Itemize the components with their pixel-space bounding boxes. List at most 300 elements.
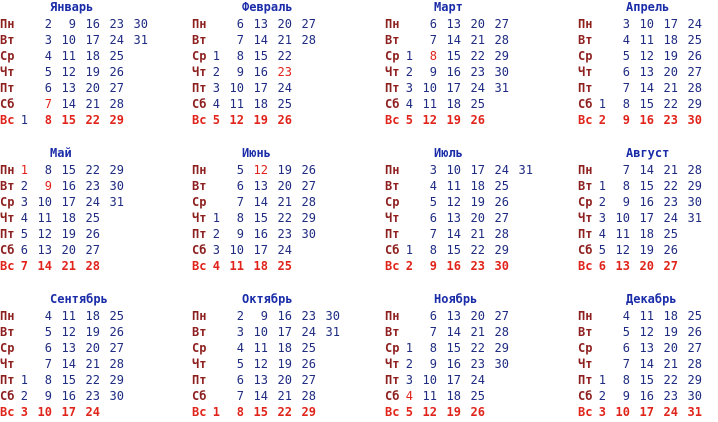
- day-cell: 15: [61, 113, 76, 127]
- day-cell: 25: [470, 97, 485, 111]
- day-cell: 16: [639, 389, 654, 403]
- week-row: [192, 242, 362, 258]
- day-cell: 3: [405, 373, 413, 387]
- day-cell: 2: [20, 179, 28, 193]
- week-row: [0, 162, 170, 178]
- day-cell: 10: [446, 163, 461, 177]
- week-row: [192, 80, 362, 96]
- day-cell: 18: [446, 389, 461, 403]
- week-row: [385, 194, 555, 210]
- day-cell: 29: [494, 341, 509, 355]
- week-row: [578, 258, 718, 274]
- week-row: [0, 324, 170, 340]
- day-cell: 28: [301, 33, 316, 47]
- day-cell: 4: [44, 309, 52, 323]
- day-cell: 22: [663, 97, 678, 111]
- day-cell: 19: [446, 113, 461, 127]
- week-row: [578, 210, 718, 226]
- day-cell: 26: [687, 49, 702, 63]
- day-cell: 28: [494, 33, 509, 47]
- week-row: [385, 112, 555, 128]
- week-row: [192, 258, 362, 274]
- weekday-label: Пн: [0, 309, 15, 323]
- day-cell: 30: [494, 357, 509, 371]
- day-cell: 21: [277, 195, 292, 209]
- weekday-label: Пн: [192, 163, 207, 177]
- month-title: Май: [50, 146, 72, 160]
- day-cell: 10: [37, 195, 52, 209]
- day-cell: 15: [446, 243, 461, 257]
- month-9: [192, 292, 362, 422]
- day-cell: 20: [663, 341, 678, 355]
- day-cell: 30: [325, 309, 340, 323]
- day-cell: 11: [422, 97, 437, 111]
- day-cell: 6: [598, 259, 606, 273]
- day-cell: 6: [236, 17, 244, 31]
- day-cell: 1: [598, 179, 606, 193]
- day-cell: 15: [253, 405, 268, 419]
- week-row: [385, 178, 555, 194]
- day-cell: 13: [446, 309, 461, 323]
- day-cell: 6: [429, 17, 437, 31]
- weekday-label: Вт: [0, 33, 15, 47]
- day-cell: 1: [405, 341, 413, 355]
- weekday-label: Ср: [0, 195, 15, 209]
- day-cell: 23: [663, 195, 678, 209]
- weekday-label: Вт: [578, 325, 593, 339]
- day-cell: 18: [663, 33, 678, 47]
- weekday-label: Вт: [385, 325, 400, 339]
- day-cell: 1: [212, 49, 220, 63]
- week-row: [578, 372, 718, 388]
- weekday-label: Ср: [0, 49, 15, 63]
- day-cell: 11: [229, 97, 244, 111]
- day-cell: 9: [236, 227, 244, 241]
- weekday-label: Ср: [385, 341, 400, 355]
- day-cell: 17: [446, 373, 461, 387]
- day-cell: 5: [405, 405, 413, 419]
- week-row: [0, 96, 170, 112]
- day-cell: 31: [518, 163, 533, 177]
- day-cell: 6: [622, 65, 630, 79]
- day-cell: 10: [61, 33, 76, 47]
- day-cell: 6: [44, 341, 52, 355]
- day-cell: 5: [622, 49, 630, 63]
- weekday-label: Ср: [0, 341, 15, 355]
- day-cell: 22: [470, 243, 485, 257]
- week-row: [0, 258, 170, 274]
- day-cell: 5: [236, 163, 244, 177]
- day-cell: 1: [598, 373, 606, 387]
- day-cell: 14: [253, 33, 268, 47]
- day-cell: 17: [639, 405, 654, 419]
- week-row: [385, 340, 555, 356]
- weekday-label: Пн: [0, 163, 15, 177]
- day-cell: 7: [429, 227, 437, 241]
- day-cell: 10: [422, 373, 437, 387]
- day-cell: 30: [687, 113, 702, 127]
- month-title: Ноябрь: [434, 292, 478, 306]
- day-cell: 12: [229, 113, 244, 127]
- day-cell: 18: [639, 227, 654, 241]
- week-row: [385, 324, 555, 340]
- weekday-label: Ср: [578, 341, 593, 355]
- day-cell: 11: [229, 259, 244, 273]
- day-cell: 24: [470, 373, 485, 387]
- day-cell: 28: [301, 389, 316, 403]
- day-cell: 21: [277, 389, 292, 403]
- day-cell: 3: [44, 33, 52, 47]
- weekday-label: Ср: [578, 49, 593, 63]
- month-title: Апрель: [626, 0, 670, 14]
- day-cell: 12: [639, 325, 654, 339]
- day-cell: 29: [109, 163, 124, 177]
- weekday-label: Сб: [192, 97, 207, 111]
- weekday-label: Вт: [192, 179, 207, 193]
- day-cell: 23: [277, 65, 292, 79]
- day-cell: 8: [44, 113, 52, 127]
- day-cell: 23: [109, 17, 124, 31]
- weekday-label: Вс: [578, 113, 593, 127]
- week-row: [578, 178, 718, 194]
- day-cell: 11: [61, 49, 76, 63]
- week-row: [578, 96, 718, 112]
- day-cell: 3: [20, 405, 28, 419]
- weekday-label: Чт: [192, 211, 207, 225]
- day-cell: 16: [639, 113, 654, 127]
- day-cell: 29: [109, 113, 124, 127]
- day-cell: 5: [44, 325, 52, 339]
- day-cell: 19: [61, 227, 76, 241]
- week-row: [385, 96, 555, 112]
- weekday-label: Вс: [0, 113, 15, 127]
- day-cell: 25: [470, 389, 485, 403]
- day-cell: 2: [20, 389, 28, 403]
- day-cell: 23: [663, 389, 678, 403]
- weekday-label: Пн: [385, 309, 400, 323]
- day-cell: 5: [44, 65, 52, 79]
- day-cell: 6: [622, 341, 630, 355]
- week-row: [578, 194, 718, 210]
- week-row: [385, 48, 555, 64]
- week-row: [192, 404, 362, 420]
- day-cell: 19: [277, 357, 292, 371]
- day-cell: 29: [301, 211, 316, 225]
- day-cell: 27: [109, 341, 124, 355]
- day-cell: 24: [663, 405, 678, 419]
- day-cell: 2: [598, 195, 606, 209]
- day-cell: 8: [429, 49, 437, 63]
- weekday-label: Сб: [578, 389, 593, 403]
- weekday-label: Сб: [0, 389, 15, 403]
- day-cell: 2: [236, 309, 244, 323]
- day-cell: 4: [405, 389, 413, 403]
- weekday-label: Чт: [0, 65, 15, 79]
- weekday-label: Вс: [192, 405, 207, 419]
- day-cell: 11: [422, 389, 437, 403]
- day-cell: 14: [253, 389, 268, 403]
- day-cell: 22: [470, 49, 485, 63]
- day-cell: 7: [236, 33, 244, 47]
- day-cell: 28: [109, 357, 124, 371]
- day-cell: 12: [446, 195, 461, 209]
- day-cell: 13: [446, 211, 461, 225]
- day-cell: 20: [470, 211, 485, 225]
- day-cell: 5: [622, 325, 630, 339]
- day-cell: 7: [236, 389, 244, 403]
- day-cell: 2: [212, 65, 220, 79]
- day-cell: 31: [109, 195, 124, 209]
- day-cell: 16: [85, 17, 100, 31]
- week-row: [578, 80, 718, 96]
- month-title: Август: [626, 146, 670, 160]
- day-cell: 4: [405, 97, 413, 111]
- week-row: [578, 226, 718, 242]
- day-cell: 16: [277, 309, 292, 323]
- weekday-label: Вт: [578, 33, 593, 47]
- week-row: [578, 242, 718, 258]
- day-cell: 29: [301, 405, 316, 419]
- day-cell: 6: [236, 179, 244, 193]
- day-cell: 23: [470, 65, 485, 79]
- month-1: [192, 0, 362, 130]
- week-row: [385, 372, 555, 388]
- day-cell: 9: [236, 65, 244, 79]
- month-title: Декабрь: [626, 292, 677, 306]
- day-cell: 16: [253, 65, 268, 79]
- day-cell: 12: [61, 325, 76, 339]
- weekday-label: Сб: [0, 97, 15, 111]
- weekday-label: Пт: [0, 373, 15, 387]
- weekday-label: Вс: [192, 259, 207, 273]
- day-cell: 19: [639, 243, 654, 257]
- weekday-label: Вт: [578, 179, 593, 193]
- day-cell: 25: [687, 33, 702, 47]
- day-cell: 23: [301, 309, 316, 323]
- day-cell: 26: [470, 113, 485, 127]
- day-cell: 8: [429, 341, 437, 355]
- week-row: [0, 64, 170, 80]
- day-cell: 19: [253, 113, 268, 127]
- day-cell: 1: [212, 211, 220, 225]
- month-2: [385, 0, 555, 130]
- week-row: [578, 112, 718, 128]
- week-row: [192, 32, 362, 48]
- day-cell: 18: [663, 309, 678, 323]
- day-cell: 3: [598, 405, 606, 419]
- day-cell: 20: [61, 243, 76, 257]
- day-cell: 21: [85, 97, 100, 111]
- weekday-label: Чт: [578, 65, 593, 79]
- weekday-label: Пт: [385, 227, 400, 241]
- day-cell: 1: [20, 163, 28, 177]
- day-cell: 22: [663, 179, 678, 193]
- day-cell: 26: [85, 227, 100, 241]
- day-cell: 2: [405, 357, 413, 371]
- week-row: [578, 340, 718, 356]
- week-row: [578, 308, 718, 324]
- weekday-label: Ср: [192, 195, 207, 209]
- day-cell: 9: [622, 195, 630, 209]
- day-cell: 25: [109, 49, 124, 63]
- weekday-label: Чт: [0, 357, 15, 371]
- day-cell: 27: [301, 179, 316, 193]
- weekday-label: Чт: [192, 65, 207, 79]
- week-row: [578, 404, 718, 420]
- weekday-label: Пн: [385, 163, 400, 177]
- day-cell: 16: [446, 357, 461, 371]
- day-cell: 31: [325, 325, 340, 339]
- day-cell: 27: [663, 259, 678, 273]
- week-row: [192, 16, 362, 32]
- day-cell: 27: [494, 309, 509, 323]
- week-row: [0, 404, 170, 420]
- week-row: [385, 388, 555, 404]
- weekday-label: Пт: [192, 227, 207, 241]
- day-cell: 14: [639, 357, 654, 371]
- week-row: [0, 194, 170, 210]
- day-cell: 21: [663, 357, 678, 371]
- day-cell: 25: [109, 309, 124, 323]
- day-cell: 25: [277, 259, 292, 273]
- weekday-label: Сб: [192, 389, 207, 403]
- day-cell: 30: [301, 227, 316, 241]
- day-cell: 15: [253, 211, 268, 225]
- weekday-label: Ср: [385, 195, 400, 209]
- day-cell: 19: [85, 65, 100, 79]
- month-8: [0, 292, 170, 422]
- day-cell: 31: [687, 405, 702, 419]
- day-cell: 15: [61, 163, 76, 177]
- day-cell: 2: [405, 65, 413, 79]
- weekday-label: Вс: [578, 405, 593, 419]
- day-cell: 14: [639, 163, 654, 177]
- week-row: [0, 226, 170, 242]
- day-cell: 9: [44, 389, 52, 403]
- month-4: [0, 146, 170, 276]
- day-cell: 4: [212, 97, 220, 111]
- day-cell: 18: [85, 49, 100, 63]
- day-cell: 9: [622, 113, 630, 127]
- day-cell: 17: [663, 17, 678, 31]
- day-cell: 18: [277, 341, 292, 355]
- day-cell: 13: [253, 17, 268, 31]
- day-cell: 1: [405, 243, 413, 257]
- month-title: Сентябрь: [50, 292, 108, 306]
- weekday-label: Пт: [192, 373, 207, 387]
- day-cell: 23: [85, 389, 100, 403]
- day-cell: 12: [422, 405, 437, 419]
- day-cell: 30: [494, 259, 509, 273]
- day-cell: 2: [212, 227, 220, 241]
- weekday-label: Сб: [192, 243, 207, 257]
- day-cell: 5: [20, 227, 28, 241]
- weekday-label: Чт: [0, 211, 15, 225]
- day-cell: 2: [598, 113, 606, 127]
- day-cell: 6: [44, 81, 52, 95]
- week-row: [578, 32, 718, 48]
- month-title: Июль: [434, 146, 463, 160]
- week-row: [385, 356, 555, 372]
- day-cell: 27: [301, 17, 316, 31]
- weekday-label: Пт: [385, 81, 400, 95]
- day-cell: 11: [253, 341, 268, 355]
- day-cell: 10: [615, 405, 630, 419]
- week-row: [0, 308, 170, 324]
- day-cell: 25: [277, 97, 292, 111]
- day-cell: 14: [639, 81, 654, 95]
- day-cell: 29: [687, 179, 702, 193]
- day-cell: 24: [687, 17, 702, 31]
- day-cell: 29: [687, 373, 702, 387]
- week-row: [192, 388, 362, 404]
- day-cell: 14: [446, 325, 461, 339]
- day-cell: 27: [494, 17, 509, 31]
- day-cell: 15: [253, 49, 268, 63]
- weekday-label: Вт: [385, 33, 400, 47]
- day-cell: 16: [446, 259, 461, 273]
- week-row: [385, 242, 555, 258]
- day-cell: 24: [277, 81, 292, 95]
- day-cell: 28: [687, 81, 702, 95]
- week-row: [0, 242, 170, 258]
- week-row: [0, 210, 170, 226]
- day-cell: 22: [663, 373, 678, 387]
- day-cell: 22: [470, 341, 485, 355]
- day-cell: 30: [494, 65, 509, 79]
- day-cell: 11: [446, 179, 461, 193]
- day-cell: 13: [61, 341, 76, 355]
- day-cell: 7: [622, 357, 630, 371]
- day-cell: 7: [429, 33, 437, 47]
- day-cell: 10: [422, 81, 437, 95]
- weekday-label: Вс: [385, 405, 400, 419]
- month-5: [192, 146, 362, 276]
- day-cell: 28: [687, 163, 702, 177]
- day-cell: 21: [85, 357, 100, 371]
- day-cell: 8: [622, 97, 630, 111]
- weekday-label: Вт: [0, 325, 15, 339]
- day-cell: 10: [37, 405, 52, 419]
- day-cell: 20: [277, 179, 292, 193]
- weekday-label: Сб: [578, 97, 593, 111]
- day-cell: 28: [85, 259, 100, 273]
- day-cell: 14: [253, 195, 268, 209]
- weekday-label: Ср: [578, 195, 593, 209]
- weekday-label: Пт: [385, 373, 400, 387]
- day-cell: 24: [109, 33, 124, 47]
- day-cell: 22: [85, 163, 100, 177]
- day-cell: 12: [61, 65, 76, 79]
- day-cell: 5: [429, 195, 437, 209]
- day-cell: 27: [494, 211, 509, 225]
- day-cell: 8: [44, 373, 52, 387]
- day-cell: 5: [212, 113, 220, 127]
- day-cell: 2: [44, 17, 52, 31]
- weekday-label: Вс: [0, 405, 15, 419]
- day-cell: 21: [470, 33, 485, 47]
- week-row: [385, 162, 555, 178]
- week-row: [0, 80, 170, 96]
- day-cell: 23: [85, 179, 100, 193]
- month-title: Октябрь: [242, 292, 293, 306]
- day-cell: 23: [470, 357, 485, 371]
- day-cell: 21: [470, 325, 485, 339]
- day-cell: 14: [61, 357, 76, 371]
- week-row: [578, 16, 718, 32]
- day-cell: 28: [301, 195, 316, 209]
- weekday-label: Ср: [192, 49, 207, 63]
